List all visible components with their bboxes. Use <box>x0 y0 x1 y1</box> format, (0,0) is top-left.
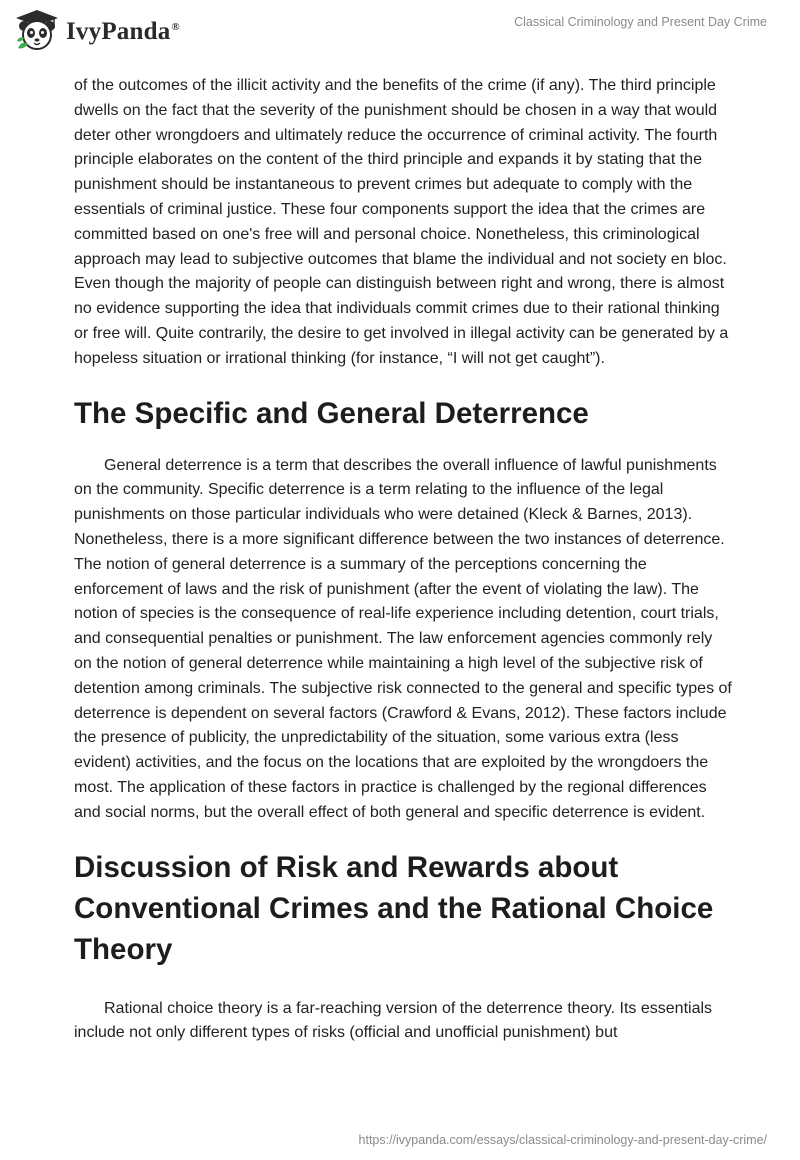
section-heading-deterrence: The Specific and General Deterrence <box>74 396 589 430</box>
section-heading-rational-choice: Discussion of Risk and Rewards about Conventional Crimes and the Rational Choice Theory <box>74 850 714 966</box>
page-header <box>0 0 800 70</box>
essay-content <box>74 74 734 1046</box>
source-url[interactable]: https://ivypanda.com/essays/classical-criminology-and-present-day-crime/ <box>358 1133 767 1147</box>
paragraph-continuation: of the outcomes of the illicit activity and the benefits of the crime (if any). The third principle dwells on the fact that the severity of the punishment should be chosen in a way that would deter other wrongdoers and ultimately reduce the occurrence of criminal activity. The fourth principle elaborates on the content of the third principle and expands it by stating that the punishment should be instantaneous to prevent crimes but adequate to comply with the essentials of criminal justice. These four components support the idea that the crimes are committed based on one's free will and personal choice. Nonetheless, this criminological approach may lead to subjective outcomes that blame the individual and not society en bloc. Even though the majority of people can distinguish between right and wrong, there is almost no evidence supporting the idea that individuals commit crimes due to their rational thinking or free will. Quite contrarily, the desire to get involved in illegal activity can be generated by a hopeless situation or irrational thinking (for instance, “I will not get caught”). <box>74 77 729 367</box>
registered-mark: ® <box>171 20 180 33</box>
ivypanda-logo[interactable] <box>14 8 180 52</box>
brand-name: IvyPanda® <box>66 18 180 45</box>
paragraph-deterrence: General deterrence is a term that describes the overall influence of lawful punishments on the community. Specific deterrence is a term relating to the influence of the legal punishments on those particular individuals who were detained (Kleck & Barnes, 2013). Nonetheless, there is a more significant difference between the two instances of deterrence. The notion of general deterrence is a summary of the perceptions concerning the enforcement of laws and the risk of punishment (after the event of violating the law). The notion of species is the consequence of real-life experience including detention, court trials, and consequential penalties or punishment. The law enforcement agencies commonly rely on the notion of general deterrence while maintaining a high level of the subjective risk of detention among criminals. The subjective risk connected to the general and specific types of deterrence is dependent on several factors (Crawford & Evans, 2012). These factors include the presence of publicity, the unpredictability of the situation, some various extra (less evident) activities, and the focus on the locations that are exploited by the wrongdoers the most. The application of these factors in practice is challenged by the regional differences and social norms, but the overall effect of both general and specific deterrence is evident. <box>74 456 732 821</box>
panda-logo-icon <box>14 8 60 52</box>
paragraph-rational-choice: Rational choice theory is a far-reaching version of the deterrence theory. Its essentials include not only different types of risks (official and unofficial punishment) but <box>74 999 713 1042</box>
document-title: Classical Criminology and Present Day Crime <box>514 15 767 29</box>
